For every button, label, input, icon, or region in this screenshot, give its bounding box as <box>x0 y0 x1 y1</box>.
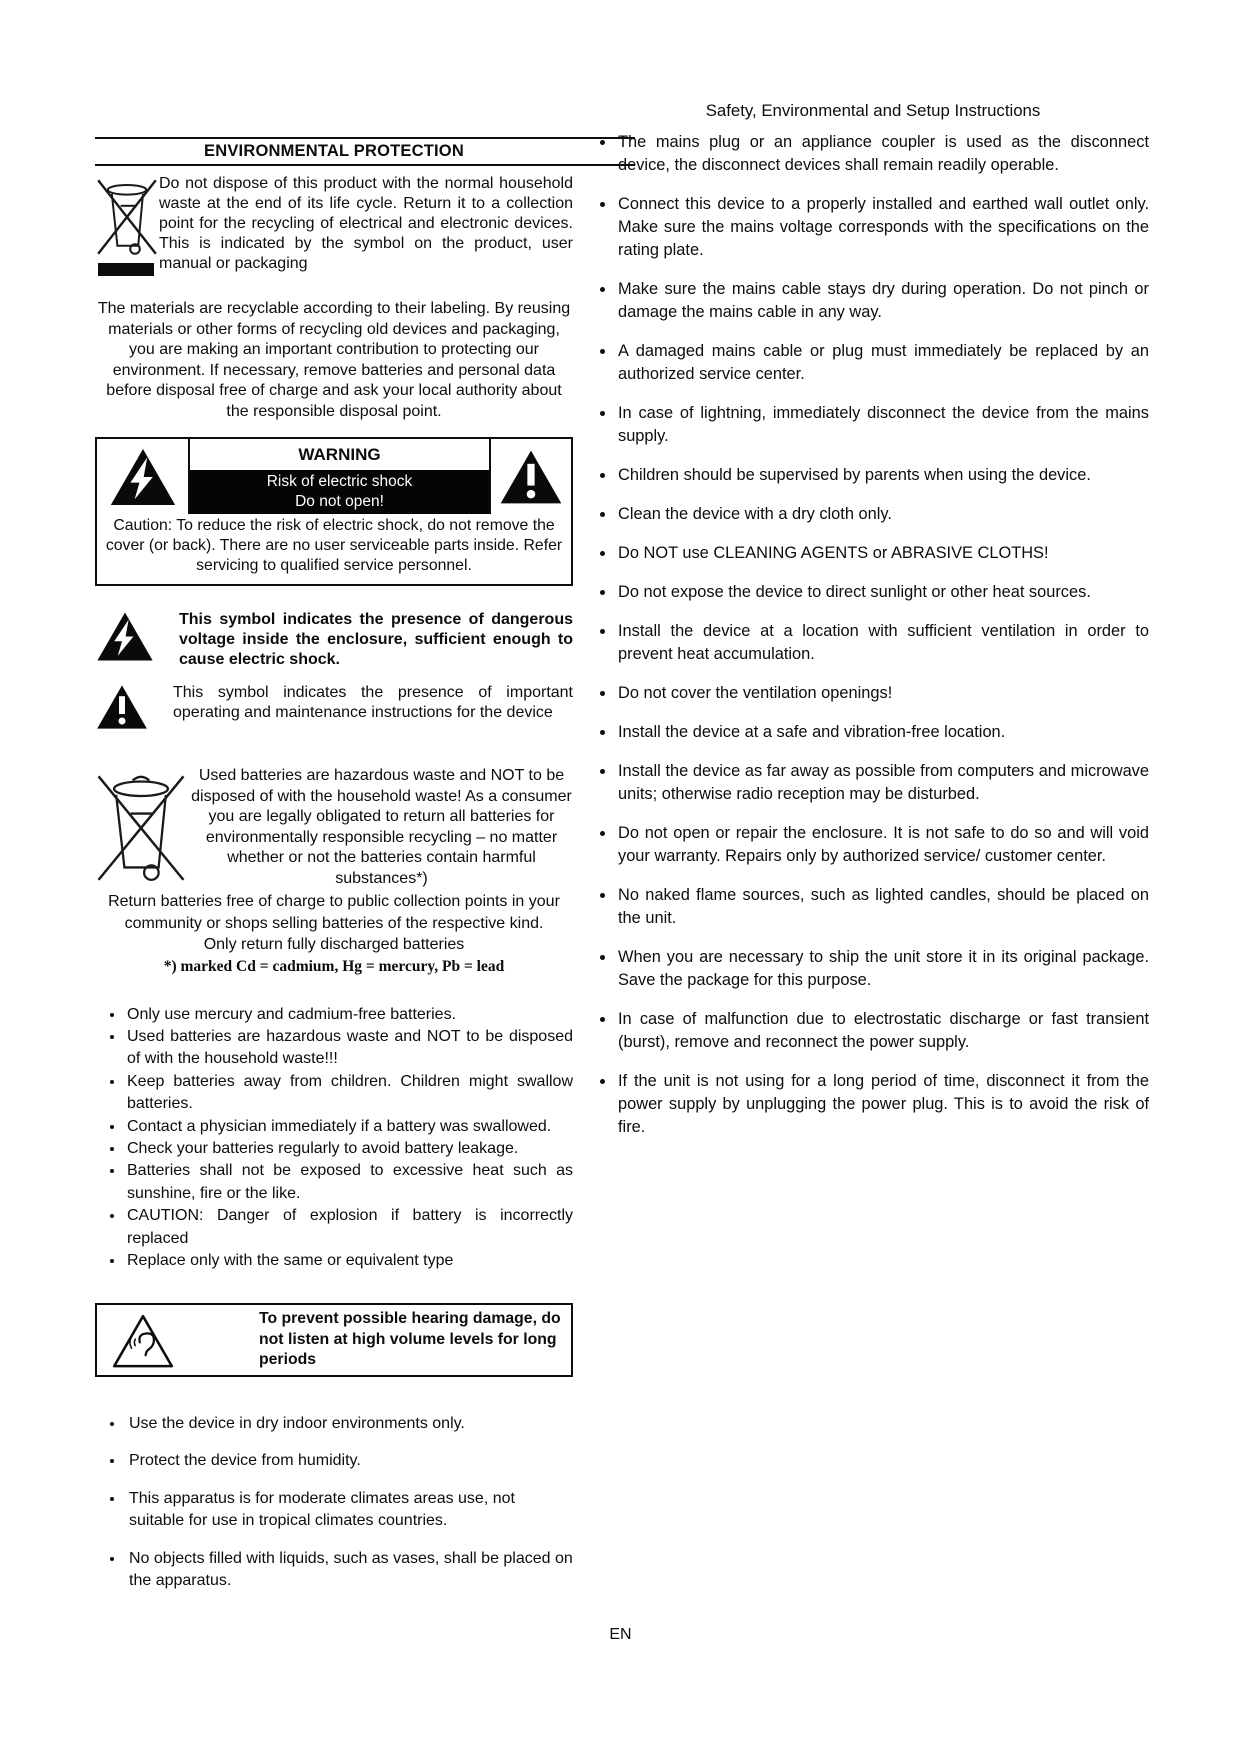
list-item: • In case of malfunction due to electrostatic discharge or fast transient (burst), remove and reconnect the power supply. <box>616 1008 1149 1054</box>
list-item: • CAUTION: Danger of explosion if battery is incorrectly replaced <box>125 1205 573 1250</box>
right-column <box>597 100 1149 1155</box>
black-bar <box>98 263 154 276</box>
environmental-protection-header <box>95 137 635 166</box>
warning-symbol-row <box>97 439 571 514</box>
exclamation-triangle-icon <box>489 439 571 514</box>
weee-crossed-bin-icon <box>95 177 159 276</box>
exclamation-triangle-icon <box>95 683 149 731</box>
list-item: • Connect this device to a properly installed and earthed wall outlet only. Make sure the mains voltage corresponds with the specifications on the rating plate. <box>616 193 1149 262</box>
hearing-warning-text: To prevent possible hearing damage, do not listen at high volume levels for long periods <box>259 1310 561 1369</box>
safety-bullet-list <box>597 131 1149 1139</box>
list-item: • Do NOT use CLEANING AGENTS or ABRASIVE CLOTHS! <box>616 542 1149 565</box>
list-item: • Children should be supervised by parents when using the device. <box>616 464 1149 487</box>
list-item: • Install the device at a safe and vibration-free location. <box>616 721 1149 744</box>
list-item: • This apparatus is for moderate climates areas use, not suitable for use in tropical climates countries. <box>125 1488 573 1533</box>
caution-text: Caution: To reduce the risk of electric shock, do not remove the cover (or back). There are no user serviceable parts inside. Refer servicing to qualified service personnel. <box>105 517 563 574</box>
list-item: • Used batteries are hazardous waste and NOT to be disposed of with the household waste!!! <box>125 1026 573 1071</box>
section-title: ENVIRONMENTAL PROTECTION <box>204 142 464 160</box>
lightning-triangle-icon <box>97 439 190 514</box>
usage-bullet-list <box>95 1413 573 1593</box>
list-item: • Check your batteries regularly to avoid battery leakage. <box>125 1138 573 1160</box>
ear-triangle-icon <box>111 1312 175 1369</box>
list-item: • No naked flame sources, such as lighted candles, should be placed on the unit. <box>616 884 1149 930</box>
list-item: • Install the device at a location with sufficient ventilation in order to prevent heat accumulation. <box>616 620 1149 666</box>
shock-line2: Do not open! <box>295 492 384 510</box>
warning-title: WARNING <box>298 445 381 464</box>
lightning-triangle-icon <box>95 610 155 663</box>
voltage-symbol-row <box>95 610 573 670</box>
list-item: • Clean the device with a dry cloth only. <box>616 503 1149 526</box>
list-item: • The mains plug or an appliance coupler is used as the disconnect device, the disconnect devices shall remain readily operable. <box>616 131 1149 177</box>
weee-disposal-block <box>95 174 573 292</box>
battery-discharged-line: Only return fully discharged batteries <box>203 936 465 953</box>
list-item: • No objects filled with liquids, such as vases, shall be placed on the apparatus. <box>125 1548 573 1593</box>
list-item: • Do not open or repair the enclosure. It is not safe to do so and will void your warranty. Repairs only by authorized service/ customer center. <box>616 822 1149 868</box>
maintenance-symbol-text: This symbol indicates the presence of important operating and maintenance instructions for the device <box>173 684 573 721</box>
page-title: Safety, Environmental and Setup Instructions <box>705 101 1041 120</box>
maintenance-symbol-row <box>95 683 573 731</box>
list-item: • Replace only with the same or equivalent type <box>125 1250 573 1272</box>
battery-disposal-block <box>95 766 573 889</box>
voltage-symbol-text: This symbol indicates the presence of dangerous voltage inside the enclosure, sufficient enough to cause electric shock. <box>179 611 573 668</box>
weee-paragraph: Do not dispose of this product with the normal household waste at the end of its life cycle. Return it to a collection point for the recycling of electrical and electronic devices. This is indicated by the symbol on the product, user manual or packaging <box>159 175 573 272</box>
list-item: • In case of lightning, immediately disconnect the device from the mains supply. <box>616 402 1149 448</box>
hearing-warning-box <box>95 1303 573 1377</box>
shock-banner <box>190 470 489 514</box>
list-item: • Protect the device from humidity. <box>125 1450 573 1473</box>
list-item: • Do not cover the ventilation openings! <box>616 682 1149 705</box>
list-item: • Do not expose the device to direct sunlight or other heat sources. <box>616 581 1149 604</box>
shock-line1: Risk of electric shock <box>266 473 413 490</box>
battery-bullet-list <box>95 1004 573 1273</box>
battery-footnote: *) marked Cd = cadmium, Hg = mercury, Pb = lead <box>163 957 505 975</box>
materials-paragraph: The materials are recyclable according to their labeling. By reusing materials or other forms of recycling old devices and packaging, you are making an important contribution to protecting our environment. If necessary, remove batteries and personal data before disposal free of charge and ask your local authority about the responsible disposal point. <box>97 300 571 420</box>
left-column <box>95 137 573 1608</box>
battery-hazard-paragraph: Used batteries are hazardous waste and NOT to be disposed of with the household waste! As a consumer you are legally obligated to return all batteries for environmentally responsible recycling – no matter whether or not the batteries contain harmful substances*) <box>191 767 572 887</box>
battery-return-paragraph: Return batteries free of charge to public collection points in your community or shops selling batteries of the respective kind. <box>108 893 560 932</box>
list-item: • Make sure the mains cable stays dry during operation. Do not pinch or damage the mains cable in any way. <box>616 278 1149 324</box>
list-item: • Keep batteries away from children. Children might swallow batteries. <box>125 1071 573 1116</box>
list-item: • Contact a physician immediately if a battery was swallowed. <box>125 1116 573 1138</box>
list-item: • Use the device in dry indoor environments only. <box>125 1413 573 1436</box>
list-item: • Install the device as far away as possible from computers and microwave units; otherwise radio reception may be disturbed. <box>616 760 1149 806</box>
page-language-footer: EN <box>609 1626 632 1643</box>
warning-box <box>95 437 573 586</box>
list-item: • Only use mercury and cadmium-free batteries. <box>125 1004 573 1026</box>
list-item: • A damaged mains cable or plug must immediately be replaced by an authorized service center. <box>616 340 1149 386</box>
warning-center <box>190 439 489 514</box>
battery-crossed-bin-icon <box>95 768 187 884</box>
list-item: • If the unit is not using for a long period of time, disconnect it from the power supply by unplugging the power plug. This is to avoid the risk of fire. <box>616 1070 1149 1139</box>
list-item: • Batteries shall not be exposed to excessive heat such as sunshine, fire or the like. <box>125 1160 573 1205</box>
list-item: • When you are necessary to ship the unit store it in its original package. Save the package for this purpose. <box>616 946 1149 992</box>
